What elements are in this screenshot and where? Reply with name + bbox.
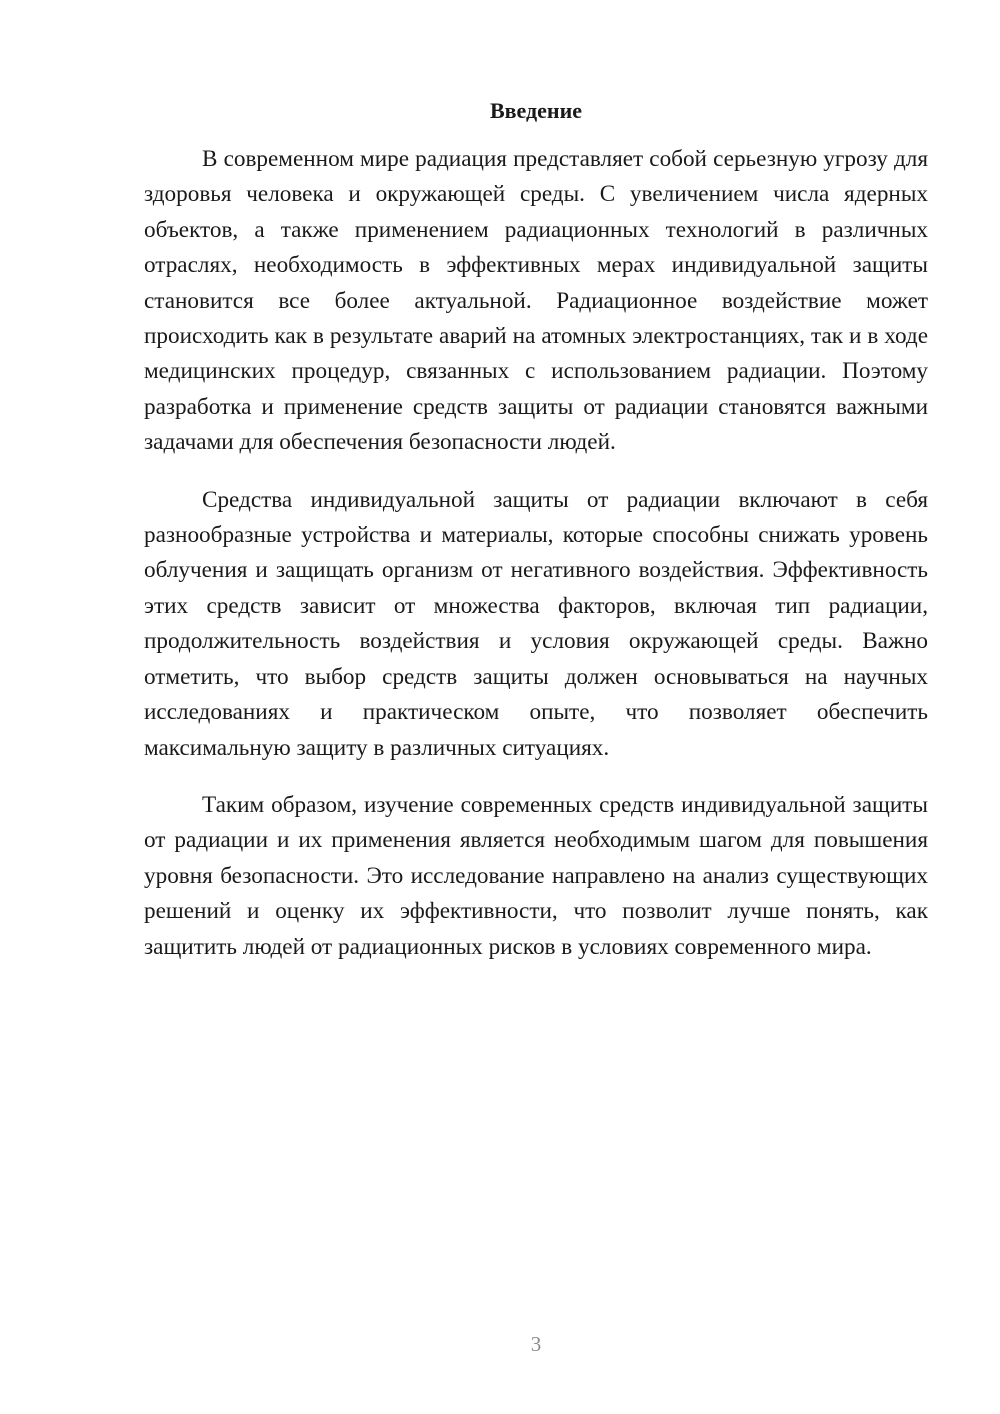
page-number: 3 — [530, 1332, 542, 1356]
section-heading: Введение — [489, 98, 583, 123]
paragraph-intro: В современном мире радиация представляет собой серьезную угрозу для здоровья человека и окружающей среды. С увеличением числа ядерных объектов, а также применением радиационных технологий в различных отраслях, необходимость в эффективных мерах индивидуальной защиты становится все более актуальной. Радиационное воздействие может происходить как в результате аварий на атомных электростанциях, так и в ходе медицинских процедур, связанных с использованием радиации. Поэтому разработка и применение средств защиты от радиации становятся важными задачами для обеспечения безопасности людей. — [144, 146, 928, 456]
paragraph-protection-means: Средства индивидуальной защиты от радиации включают в себя разнообразные устройства и материалы, которые способны снижать уровень облучения и защищать организм от негативного воздействия. Эффективность этих средств зависит от множества факторов, включая тип радиации, продолжительность воздействия и условия окружающей среды. Важно отметить, что выбор средств защиты должен основываться на научных исследованиях и практическом опыте, что позволяет обеспечить максимальную защиту в различных ситуациях. — [144, 486, 928, 761]
paragraph-conclusion: Таким образом, изучение современных средств индивидуальной защиты от радиации и их применения является необходимым шагом для повышения уровня безопасности. Это исследование направлено на анализ существующих решений и оценку их эффективности, что позволит лучше понять, как защитить людей от радиационных рисков в условиях современного мира. — [144, 791, 928, 960]
body-text — [144, 142, 928, 987]
